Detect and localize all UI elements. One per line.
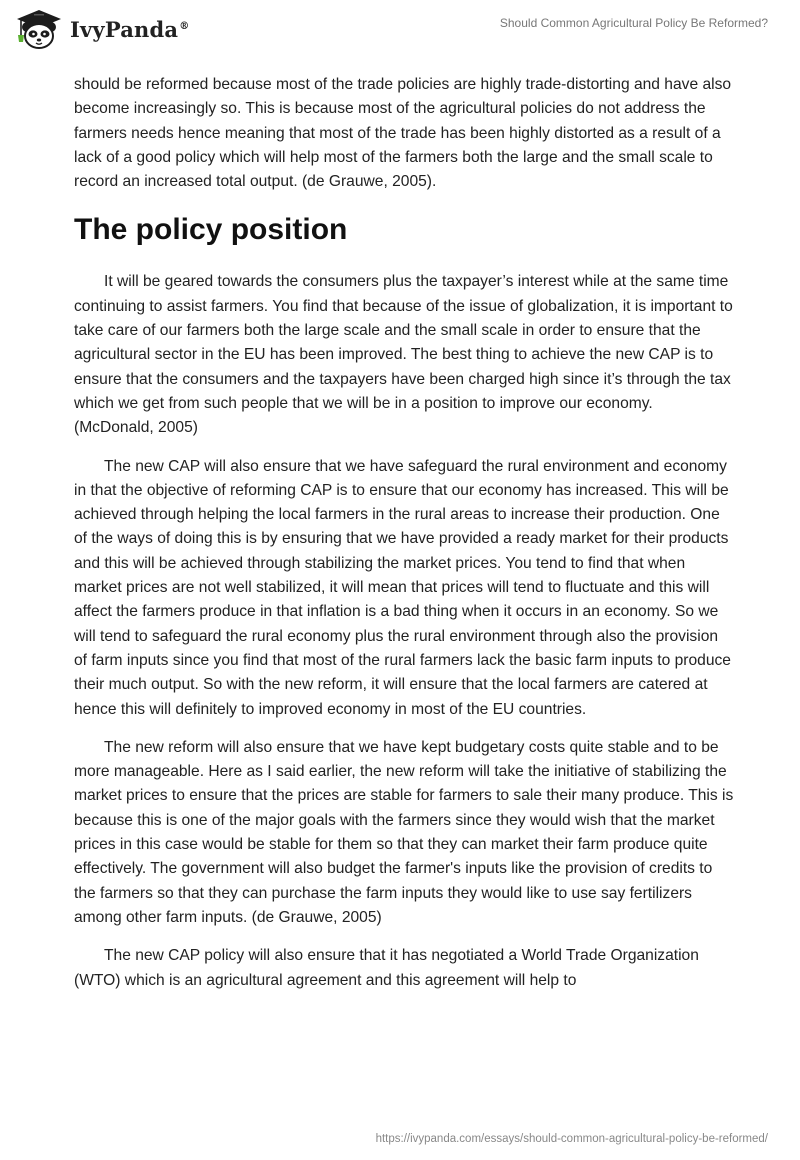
document-title: Should Common Agricultural Policy Be Reformed? xyxy=(499,16,768,30)
panda-graduate-icon xyxy=(14,8,64,50)
body-paragraph: The new reform will also ensure that we have kept budgetary costs quite stable and to be more manageable. Here as I said earlier, the new reform will take the initiative of stabilizing the market prices to ensure that the prices are stable for farmers to sale their many produce. This is because this is one of the major goals with the farmers since they would wish that the market prices in this case would be stable for them so that they can market their farm produce quite effectively. The government will also budget the farmer's inputs like the provision of credits to the farmers so that they can purchase the farm inputs they would like to use say fertilizers among other farm inputs. (de Grauwe, 2005) xyxy=(74,738,734,926)
intro-paragraph: should be reformed because most of the trade policies are highly trade-distorting and have also become increasingly so. This is because most of the agricultural policies do not address the farmers needs hence meaning that most of the trade has been highly distorted as a result of a lack of a good policy which will help most of the farmers both the large and the small scale to record an increased total output. (de Grauwe, 2005). xyxy=(74,76,732,191)
page-header xyxy=(0,0,800,62)
body-paragraph: The new CAP will also ensure that we have safeguard the rural environment and economy in that the objective of reforming CAP is to ensure that our economy has increased. This will be achieved through helping the local farmers in the rural areas to increase their production. One of the ways of doing this is by ensuring that we have provided a ready market for their products and this will be achieved through stabilizing the market prices. You tend to find that when market prices are not well stabilized, it will mean that prices will tend to fluctuate and this will affect the farmers produce in that inflation is a bad thing when it occurs in an economy. So we will tend to safeguard the rural economy plus the rural environment through also the provision of farm inputs since you find that most of the rural farmers lack the basic farm inputs to produce their much output. So with the new reform, it will ensure that the local farmers are catered at hence this will definitely to improved economy in most of the EU countries. xyxy=(74,457,731,718)
logo-text: IvyPanda® xyxy=(70,16,190,42)
registered-mark: ® xyxy=(179,20,190,32)
essay-body xyxy=(74,73,734,1007)
body-paragraph: It will be geared towards the consumers plus the taxpayer’s interest while at the same time continuing to assist farmers. You find that because of the issue of globalization, it is important to take care of our farmers both the large scale and the small scale in order to ensure that the agricultural sector in the EU has been improved. The best thing to achieve the new CAP is to ensure that the consumers and the taxpayers have been charged high since it’s through the tax which we get from such people that we will be in a position to improve our economy. (McDonald, 2005) xyxy=(74,273,733,437)
body-paragraph: The new CAP policy will also ensure that it has negotiated a World Trade Organization (WTO) which is an agricultural agreement and this agreement will help to xyxy=(74,947,699,989)
section-heading: The policy position xyxy=(74,213,348,247)
ivypanda-logo[interactable] xyxy=(14,8,189,50)
source-url-link[interactable]: https://ivypanda.com/essays/should-common-agricultural-policy-be-reformed/ xyxy=(375,1133,768,1145)
